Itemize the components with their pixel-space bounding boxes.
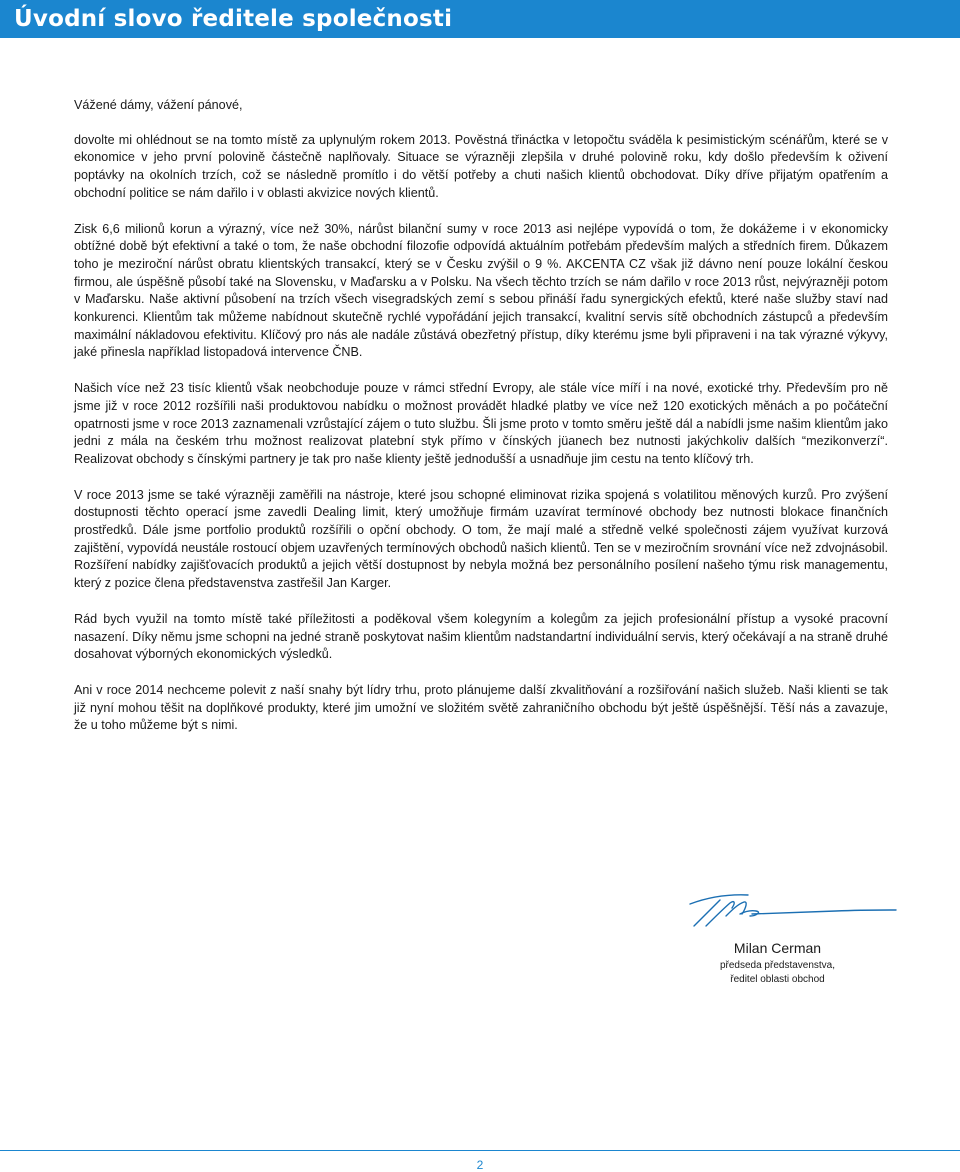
page-title: Úvodní slovo ředitele společnosti xyxy=(14,6,453,32)
paragraph-5: Rád bych využil na tomto místě také příležitosti a poděkoval všem kolegyním a kolegům za jejich profesionální přístup a vysoké pracovní nasazení. Díky němu jsme schopni na jedné straně poskytovat našim klientům nadstandartní individuální servis, který očekávají a na straně druhé dosahovat výborných ekonomických výsledků. xyxy=(74,611,888,662)
salutation: Vážené dámy, vážení pánové, xyxy=(74,98,243,112)
paragraph-3: Našich více než 23 tisíc klientů však neobchoduje pouze v rámci střední Evropy, ale stále více míří i na nové, exotické trhy. Především pro ně jsme již v roce 2012 rozšířili naši produktovou nabídku o možnost provádět hladké platby ve více než 120 exotických měnách a po počáteční opatrnosti jsme v roce 2013 zaznamenali vzrůstající zájem o tuto službu. Šli jsme proto v tomto směru ještě dál a nabídli jsme našim klientům jako jedni z mála na českém trhu možnost realizovat platební styk přímo v čínských jüanech bez nutnosti jakýchkoliv dalších “mezikonverzí“. Realizovat obchody s čínskými partnery je tak pro naše klienty ještě jednodušší a usnadňuje jim cestu na tento klíčový trh. xyxy=(74,381,888,466)
paragraph-4: V roce 2013 jsme se také výrazněji zaměřili na nástroje, které jsou schopné eliminovat rizika spojená s volatilitou měnových kurzů. Pro zvýšení dostupnosti těchto operací jsme zavedli Dealing limit, který umožňuje firmám uzavírat termínové obchody bez nutnosti blokace finančních prostředků. Dále jsme portfolio produktů rozšířili o opční obchody. O tom, že mají malé a středně velké společnosti zájem využívat kurzová zajištění, vypovídá neustále rostoucí objem uzavřených termínových obchodů našich klientů. Ten se v meziročním srovnání více než zdvojnásobil. Rozšíření nabídky zajišťovacích produktů a jejich větší dostupnost by nebyla možná bez personálního posílení našeho týmu risk managementu, který z pozice člena představenstva zastřešil Jan Karger. xyxy=(74,487,888,591)
footer-divider xyxy=(0,1150,960,1151)
paragraph-6: Ani v roce 2014 nechceme polevit z naší snahy být lídry trhu, proto plánujeme další zkvalitňování a rozšiřování našich služeb. Naši klienti se tak již nyní mohou těšit na doplňkové produkty, které jim umožní ve složitém světě zahraničního obchodu být ještě úspěšnější. Těší nás a zavazuje, že u toho můžeme být s nimi. xyxy=(74,682,888,733)
paragraph-1: dovolte mi ohlédnout se na tomto místě za uplynulým rokem 2013. Pověstná třináctka v letopočtu sváděla k pesimistickým scénářům, které se v ekonomice v jeho první polovině částečně naplňovaly. Situace se výrazněji zlepšila v druhé polovině roku, kdy došlo především k oživení poptávky na okolních trzích, což se následně promítlo i do větší potřeby a chuti našich klientů obchodovat. Díky dříve přijatým opatřením a obchodní politice se nám dařilo i v oblasti akvizice nových klientů. xyxy=(74,132,888,200)
letter-body xyxy=(74,97,888,753)
paragraph-2: Zisk 6,6 milionů korun a výrazný, více než 30%, nárůst bilanční sumy v roce 2013 asi nejlépe vypovídá o tom, že dokážeme i v ekonomicky obtížné době být efektivní a také o tom, že naše obchodní filozofie odpovídá aktuálním potřebám především malých a středních firem. Důkazem toho je meziroční nárůst obratu klientských transakcí, který se v Česku zvýšil o 9 %. AKCENTA CZ však již dávno není pouze lokální českou firmou, ale úspěšně působí také na Slovensku, v Maďarsku a v Polsku. Na všech těchto trzích se nám dařilo v roce 2013 růst, nejvýrazněji potom v Maďarsku. Naše aktivní působení na trzích všech visegradských zemí s sebou přináší řadu synergických efektů, které naše služby staví nad konkurenci. Klientům tak můžeme nabídnout skutečně rychlé vypořádání jejich transakcí, kvalitní servis sítě obchodních zástupců a především maximální nákladovou efektivitu. Klíčový pro nás ale nadále zůstává obezřetný přístup, díky kterému jsme byli připraveni i na tak výrazné výkyvy, jaké přinesla například listopadová intervence ČNB. xyxy=(74,221,888,360)
handwritten-signature xyxy=(686,886,900,930)
header-bar xyxy=(0,0,960,38)
page-number: 2 xyxy=(476,1158,484,1172)
signatory-name: Milan Cerman xyxy=(733,940,822,956)
signatory-role-line-2: ředitel oblasti obchod xyxy=(730,974,825,985)
signatory-role-line-1: předseda představenstva, xyxy=(719,960,836,971)
